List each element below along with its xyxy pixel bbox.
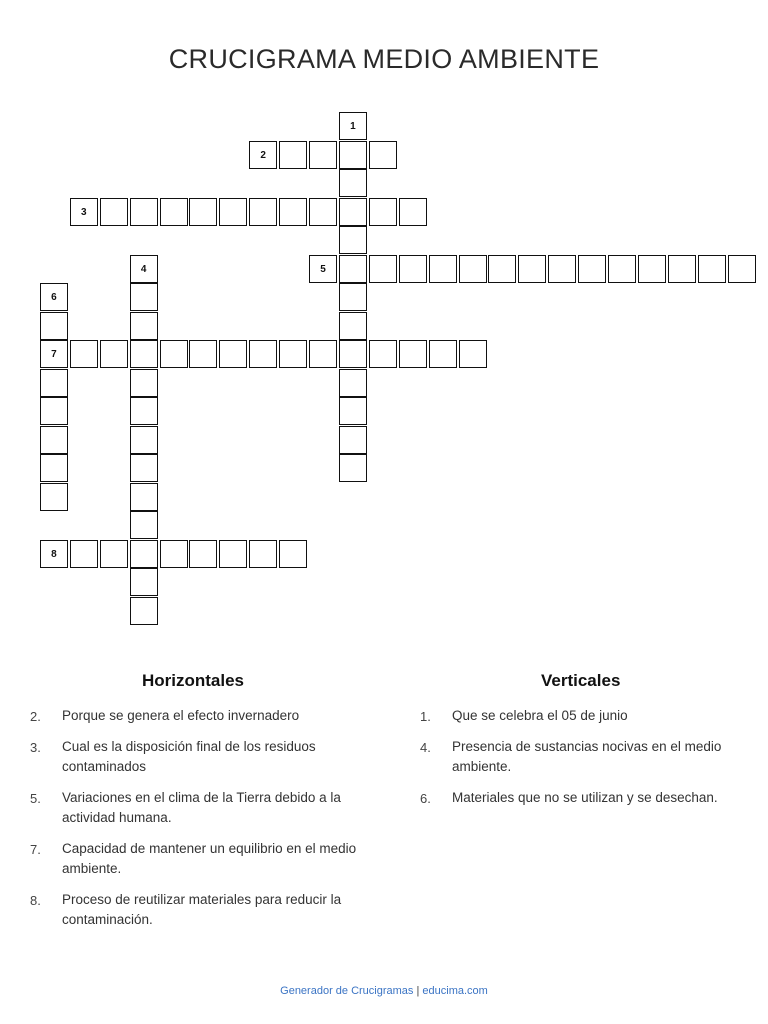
clue-number: 6 bbox=[51, 292, 57, 303]
clue-number: 7 bbox=[51, 349, 57, 360]
clue-item bbox=[30, 788, 360, 828]
clue-item bbox=[30, 737, 360, 777]
crossword-cell[interactable] bbox=[548, 255, 576, 283]
crossword-cell[interactable] bbox=[219, 340, 247, 368]
crossword-cell[interactable] bbox=[130, 568, 158, 596]
crossword-cell[interactable] bbox=[130, 397, 158, 425]
crossword-cell[interactable] bbox=[399, 198, 427, 226]
crossword-cell[interactable] bbox=[399, 340, 427, 368]
clue-number: 1 bbox=[350, 121, 356, 132]
crossword-cell[interactable] bbox=[608, 255, 636, 283]
crossword-cell[interactable] bbox=[160, 198, 188, 226]
crossword-cell[interactable] bbox=[339, 283, 367, 311]
crossword-cell[interactable] bbox=[429, 340, 457, 368]
crossword-cell[interactable] bbox=[698, 255, 726, 283]
footer-separator: | bbox=[413, 985, 423, 997]
clue-item-number: 2. bbox=[30, 709, 41, 724]
crossword-cell[interactable] bbox=[249, 540, 277, 568]
crossword-cell[interactable] bbox=[309, 198, 337, 226]
crossword-cell[interactable] bbox=[130, 312, 158, 340]
crossword-cell[interactable] bbox=[638, 255, 666, 283]
crossword-cell[interactable] bbox=[309, 340, 337, 368]
crossword-cell[interactable] bbox=[249, 198, 277, 226]
site-link[interactable]: educima.com bbox=[422, 985, 488, 997]
crossword-cell[interactable] bbox=[339, 198, 367, 226]
crossword-cell[interactable] bbox=[130, 426, 158, 454]
clue-item-text: Presencia de sustancias nocivas en el medio ambiente. bbox=[452, 739, 722, 774]
crossword-cell[interactable] bbox=[160, 540, 188, 568]
clue-number: 2 bbox=[260, 149, 266, 161]
clue-item-text: Porque se genera el efecto invernadero bbox=[62, 708, 300, 723]
clue-item bbox=[420, 737, 750, 777]
crossword-cell[interactable] bbox=[339, 255, 367, 283]
page-title: CRUCIGRAMA MEDIO AMBIENTE bbox=[168, 44, 600, 74]
clue-item bbox=[30, 839, 360, 879]
clue-item-text: Proceso de reutilizar materiales para reducir la contaminación. bbox=[62, 892, 342, 927]
crossword-cell[interactable] bbox=[369, 198, 397, 226]
crossword-cell[interactable] bbox=[40, 340, 68, 368]
clue-number: 8 bbox=[51, 548, 57, 560]
crossword-cell[interactable] bbox=[429, 255, 457, 283]
clue-item-number: 7. bbox=[30, 842, 41, 857]
crossword-cell[interactable] bbox=[40, 454, 68, 482]
crossword-cell[interactable] bbox=[309, 255, 337, 283]
crossword-cell[interactable] bbox=[130, 340, 158, 368]
horizontales-clue-list bbox=[30, 706, 360, 941]
clue-item bbox=[30, 706, 360, 726]
crossword-cell[interactable] bbox=[130, 255, 158, 283]
crossword-cell[interactable] bbox=[668, 255, 696, 283]
crossword-cell[interactable] bbox=[369, 141, 397, 169]
crossword-cell[interactable] bbox=[70, 540, 98, 568]
crossword-cell[interactable] bbox=[130, 454, 158, 482]
crossword-cell[interactable] bbox=[40, 283, 68, 311]
verticales-clue-list bbox=[420, 706, 750, 819]
crossword-cell[interactable] bbox=[70, 198, 98, 226]
clue-item-number: 6. bbox=[420, 791, 431, 806]
crossword-cell[interactable] bbox=[70, 340, 98, 368]
crossword-cell[interactable] bbox=[40, 540, 68, 568]
crossword-cell[interactable] bbox=[339, 312, 367, 340]
crossword-cell[interactable] bbox=[100, 198, 128, 226]
crossword-cell[interactable] bbox=[339, 226, 367, 254]
clue-item-number: 5. bbox=[30, 791, 41, 806]
crossword-cell[interactable] bbox=[100, 540, 128, 568]
crossword-cell[interactable] bbox=[40, 397, 68, 425]
horizontales-heading: Horizontales bbox=[142, 671, 245, 690]
generator-link[interactable]: Generador de Crucigramas bbox=[280, 985, 414, 997]
clue-item-number: 3. bbox=[30, 740, 41, 755]
crossword-cell[interactable] bbox=[488, 255, 516, 283]
crossword-cell[interactable] bbox=[369, 255, 397, 283]
crossword-cell[interactable] bbox=[279, 340, 307, 368]
crossword-cell[interactable] bbox=[578, 255, 606, 283]
clue-item bbox=[420, 706, 750, 726]
crossword-cell[interactable] bbox=[130, 283, 158, 311]
clue-item-text: Capacidad de mantener un equilibrio en el medio ambiente. bbox=[62, 841, 357, 876]
clue-item bbox=[420, 788, 750, 808]
clue-item-text: Cual es la disposición final de los residuos contaminados bbox=[62, 739, 316, 774]
clue-item bbox=[30, 890, 360, 930]
crossword-cell[interactable] bbox=[130, 369, 158, 397]
verticales-heading: Verticales bbox=[541, 671, 621, 690]
clue-number: 3 bbox=[81, 206, 87, 218]
crossword-cell[interactable] bbox=[189, 540, 217, 568]
crossword-cell[interactable] bbox=[130, 483, 158, 511]
crossword-cell[interactable] bbox=[459, 255, 487, 283]
crossword-cell[interactable] bbox=[339, 397, 367, 425]
crossword-cell[interactable] bbox=[189, 198, 217, 226]
crossword-cell[interactable] bbox=[160, 340, 188, 368]
crossword-cell[interactable] bbox=[518, 255, 546, 283]
crossword-cell[interactable] bbox=[130, 198, 158, 226]
crossword-cell[interactable] bbox=[339, 169, 367, 197]
crossword-cell[interactable] bbox=[339, 141, 367, 169]
crossword-cell[interactable] bbox=[279, 198, 307, 226]
crossword-cell[interactable] bbox=[279, 540, 307, 568]
crossword-cell[interactable] bbox=[339, 454, 367, 482]
clue-item-number: 4. bbox=[420, 740, 431, 755]
crossword-cell[interactable] bbox=[339, 426, 367, 454]
clue-number: 5 bbox=[320, 263, 326, 275]
crossword-cell[interactable] bbox=[249, 141, 277, 169]
crossword-cell[interactable] bbox=[369, 340, 397, 368]
clue-item-text: Materiales que no se utilizan y se desechan. bbox=[452, 790, 718, 805]
clue-item-number: 8. bbox=[30, 893, 41, 908]
crossword-cell[interactable] bbox=[279, 141, 307, 169]
crossword-cell[interactable] bbox=[130, 511, 158, 539]
crossword-cell[interactable] bbox=[189, 340, 217, 368]
crossword-cell[interactable] bbox=[40, 426, 68, 454]
clue-item-number: 1. bbox=[420, 709, 431, 724]
crossword-cell[interactable] bbox=[459, 340, 487, 368]
footer bbox=[0, 985, 768, 997]
crossword-cell[interactable] bbox=[130, 540, 158, 568]
crossword-cell[interactable] bbox=[249, 340, 277, 368]
crossword-cell[interactable] bbox=[728, 255, 756, 283]
crossword-cell[interactable] bbox=[399, 255, 427, 283]
crossword-cell[interactable] bbox=[40, 312, 68, 340]
crossword-cell[interactable] bbox=[339, 340, 367, 368]
clue-item-text: Variaciones en el clima de la Tierra debido a la actividad humana. bbox=[62, 790, 341, 825]
crossword-cell[interactable] bbox=[40, 483, 68, 511]
crossword-cell[interactable] bbox=[339, 112, 367, 140]
crossword-cell[interactable] bbox=[309, 141, 337, 169]
crossword-cell[interactable] bbox=[219, 198, 247, 226]
clue-item-text: Que se celebra el 05 de junio bbox=[452, 708, 628, 723]
crossword-cell[interactable] bbox=[339, 369, 367, 397]
clue-number: 4 bbox=[140, 263, 147, 275]
crossword-cell[interactable] bbox=[40, 369, 68, 397]
crossword-cell[interactable] bbox=[100, 340, 128, 368]
crossword-cell[interactable] bbox=[219, 540, 247, 568]
crossword-cell[interactable] bbox=[130, 597, 158, 625]
